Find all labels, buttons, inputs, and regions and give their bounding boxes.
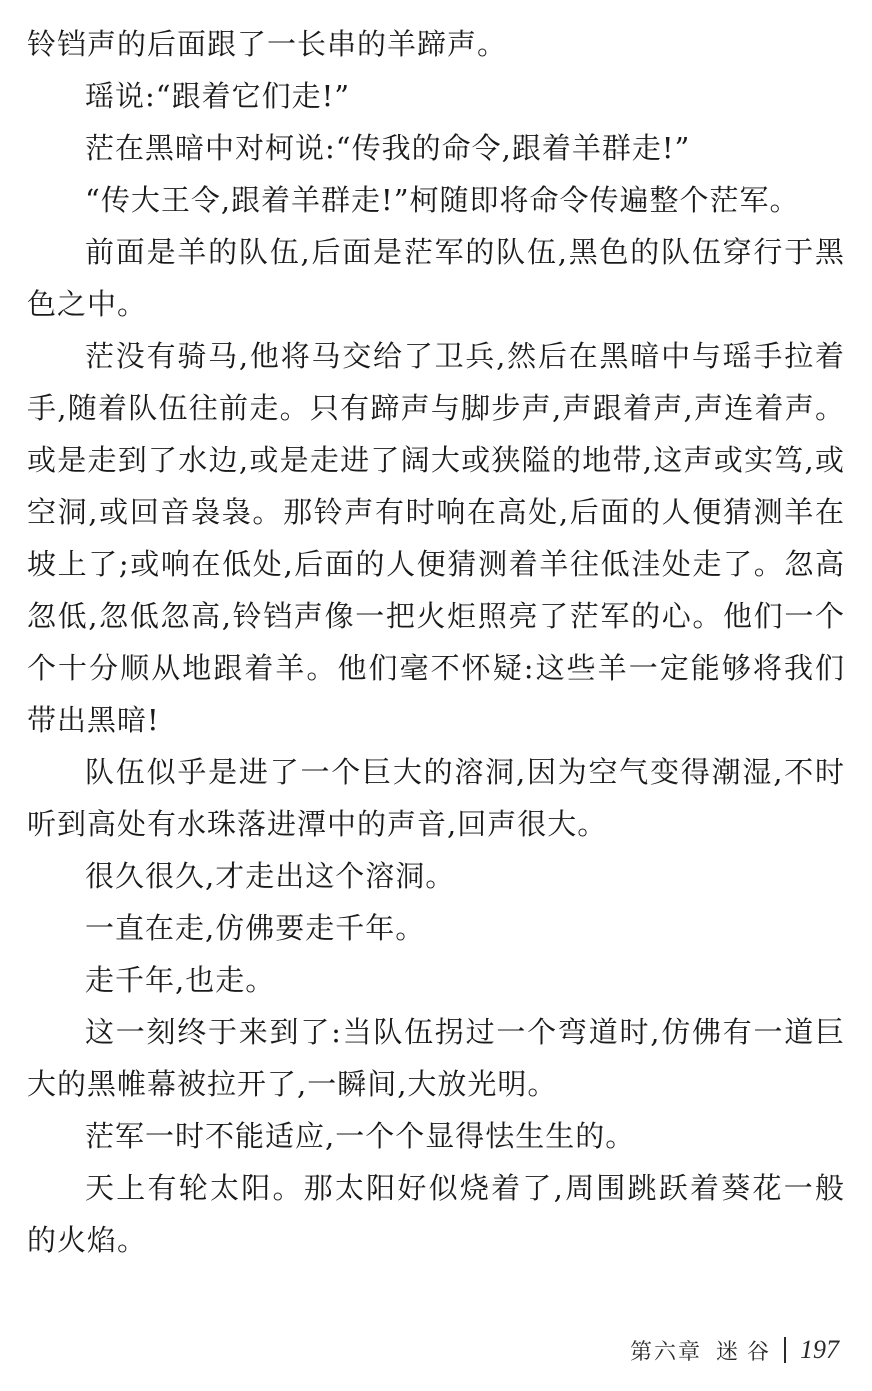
paragraph: 瑶说:“跟着它们走!” — [85, 79, 351, 113]
paragraph: 茫在黑暗中对柯说:“传我的命令,跟着羊群走!” — [85, 131, 691, 165]
paragraph-continued: 铃铛声的后面跟了一长串的羊蹄声。 — [27, 27, 508, 61]
paragraph: 茫没有骑马,他将马交给了卫兵,然后在黑暗中与瑶手拉着手,随着队伍往前走。只有蹄声与脚步声,声跟着声,声连着声。或是走到了水边,或是走进了阔大或狭隘的地带,这声或实笃,或空洞,或回音袅袅。那铃声有时响在高处,后面的人便猜测羊在坡上了;或响在低处,后面的人便猜测着羊往低洼处走了。忽高忽低,忽低忽高,铃铛声像一把火炬照亮了茫军的心。他们一个个十分顺从地跟着羊。他们毫不怀疑:这些羊一定能够将我们带出黑暗! — [27, 339, 845, 737]
paragraph: 很久很久,才走出这个溶洞。 — [85, 859, 456, 893]
chapter-title: 迷谷 — [715, 1339, 778, 1365]
page-body — [27, 18, 845, 1266]
paragraph: 茫军一时不能适应,一个个显得怯生生的。 — [85, 1119, 636, 1153]
paragraph: 前面是羊的队伍,后面是茫军的队伍,黑色的队伍穿行于黑色之中。 — [27, 235, 845, 321]
paragraph: “传大王令,跟着羊群走!”柯随即将命令传遍整个茫军。 — [85, 183, 800, 217]
page-number: 197 — [800, 1335, 839, 1364]
paragraph: 这一刻终于来到了:当队伍拐过一个弯道时,仿佛有一道巨大的黑帷幕被拉开了,一瞬间,大放光明。 — [27, 1015, 845, 1101]
paragraph: 队伍似乎是进了一个巨大的溶洞,因为空气变得潮湿,不时听到高处有水珠落进潭中的声音,回声很大。 — [27, 755, 845, 841]
paragraph: 走千年,也走。 — [85, 963, 276, 997]
page-footer — [630, 1333, 839, 1367]
paragraph: 天上有轮太阳。那太阳好似烧着了,周围跳跃着葵花一般的火焰。 — [27, 1171, 845, 1257]
paragraph: 一直在走,仿佛要走千年。 — [85, 911, 426, 945]
chapter-label: 第六章 — [629, 1339, 702, 1365]
footer-divider — [784, 1337, 786, 1363]
